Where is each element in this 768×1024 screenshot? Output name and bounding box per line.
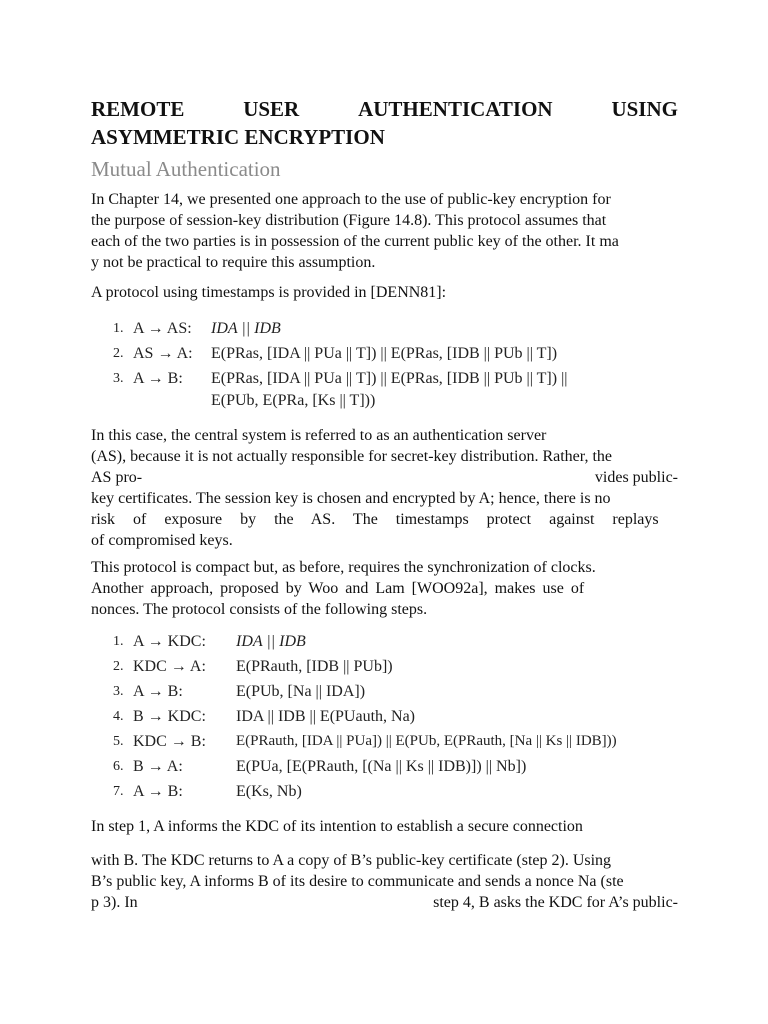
page-title [91,95,678,151]
protocol-step: 2. AS → A: E(PRas, [IDA || PUa || T]) || E(PRas, [IDB || PUb || T]) [113,344,558,362]
text-line: risk of exposure by the AS. The timestamps protect against replays [91,511,659,528]
protocol-step: 1. A → AS: IDA || IDB [113,319,281,337]
protocol-step: 3. A → B: E(PRas, [IDA || PUa || T]) || E(PRas, [IDB || PUb || T]) || [113,369,568,387]
title-word: REMOTE [91,97,185,121]
protocol-step: 4. B → KDC: IDA || IDB || E(PUauth, Na) [113,707,416,725]
text-line: y not be practical to require this assumption. [91,254,376,271]
section-subheading: Mutual Authentication [91,157,281,181]
protocol-step-continuation: E(PUb, E(PRa, [Ks || T])) [211,392,376,409]
text-line: In this case, the central system is referred to as an authentication server [91,427,547,444]
text-line: with B. The KDC returns to A a copy of B’s public-key certificate (step 2). Using [91,852,612,869]
text-line: AS pro- vides public- [91,469,678,486]
text-line: In Chapter 14, we presented one approach to the use of public-key encryption for [91,191,611,208]
text-line: key certificates. The session key is chosen and encrypted by A; hence, there is no [91,490,611,507]
protocol-step: 7. A → B: E(Ks, Nb) [113,782,302,800]
text-line: p 3). In step 4, B asks the KDC for A’s public- [91,894,678,911]
title-word: AUTHENTICATION [358,97,553,121]
protocol-step: 3. A → B: E(PUb, [Na || IDA]) [113,682,366,700]
text-line: (AS), because it is not actually responsible for secret-key distribution. Rather, the [91,448,612,465]
protocol-nonces [113,629,617,804]
text-line: B’s public key, A informs B of its desire to communicate and sends a nonce Na (ste [91,873,624,890]
paragraph-nonces [91,557,678,620]
paragraph-step1: In step 1, A informs the KDC of its intention to establish a secure connection [91,818,583,835]
protocol-step: 2. KDC → A: E(PRauth, [IDB || PUb]) [113,657,393,675]
text-line: the purpose of session-key distribution (Figure 14.8). This protocol assumes that [91,212,607,229]
title-word: USER [243,97,300,121]
protocol-timestamps [113,316,568,411]
paragraph-step2 [91,850,678,913]
title-word: USING [611,97,678,121]
title-line-2: ASYMMETRIC ENCRYPTION [91,125,385,149]
paragraph-intro [91,189,678,273]
text-line: of compromised keys. [91,532,233,549]
protocol-step: 1. A → KDC: IDA || IDB [113,632,306,650]
text-line: Another approach, proposed by Woo and Lam [WOO92a], makes use of [91,580,585,597]
protocol-step: 6. B → A: E(PUa, [E(PRauth, [(Na || Ks || IDB)]) || Nb]) [113,757,527,775]
protocol-step: 5. KDC → B: E(PRauth, [IDA || PUa]) || E(PUb, E(PRauth, [Na || Ks || IDB])) [113,732,617,750]
paragraph-timestamps: A protocol using timestamps is provided in [DENN81]: [91,284,447,301]
text-line: nonces. The protocol consists of the following steps. [91,601,428,618]
text-line: This protocol is compact but, as before, requires the synchronization of clocks. [91,559,596,576]
text-line: each of the two parties is in possession of the current public key of the other. It ma [91,233,619,250]
paragraph-as [91,425,678,551]
